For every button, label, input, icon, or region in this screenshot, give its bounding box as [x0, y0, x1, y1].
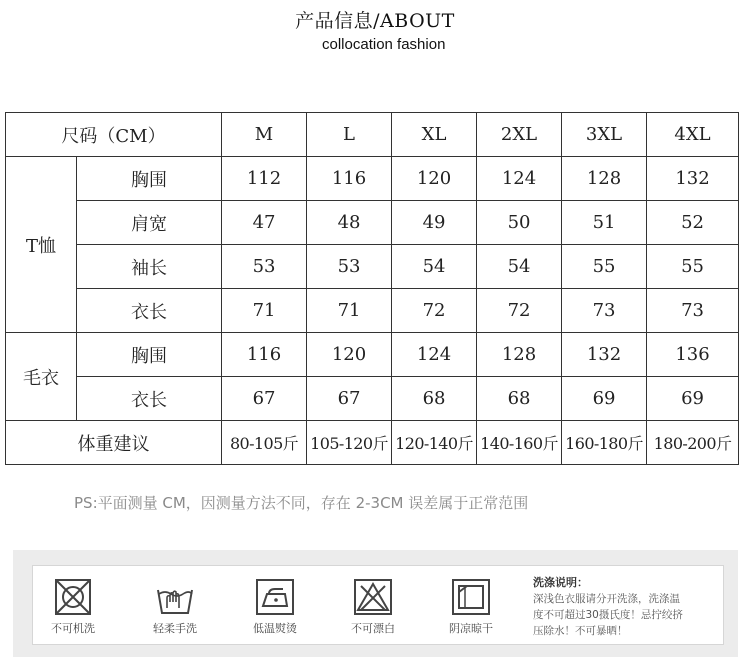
table-cell: 112 [222, 157, 307, 201]
table-cell: 68 [392, 377, 477, 421]
weight-cell: 80-105斤 [222, 421, 307, 465]
table-cell: 128 [562, 157, 647, 201]
table-cell: 53 [307, 245, 392, 289]
table-row [6, 377, 739, 421]
size-label: 2XL [477, 113, 562, 157]
table-row [6, 333, 739, 377]
table-cell: 69 [647, 377, 739, 421]
hand-wash-icon [155, 578, 195, 616]
weight-cell: 160-180斤 [562, 421, 647, 465]
care-instructions [533, 575, 719, 639]
no-bleach-icon [353, 578, 393, 616]
size-label: 4XL [647, 113, 739, 157]
table-cell: 67 [222, 377, 307, 421]
weight-row [6, 421, 739, 465]
low-iron-icon [255, 578, 295, 616]
size-table [5, 112, 739, 465]
care-item [335, 578, 411, 636]
size-label: M [222, 113, 307, 157]
table-cell: 49 [392, 201, 477, 245]
weight-cell: 140-160斤 [477, 421, 562, 465]
measure-label: 胸围 [77, 157, 222, 201]
size-label: 3XL [562, 113, 647, 157]
weight-cell: 105-120斤 [307, 421, 392, 465]
table-cell: 72 [392, 289, 477, 333]
care-instructions-line: 度不可超过30摄氏度！忌拧绞挤 [533, 609, 683, 621]
measure-label: 衣长 [77, 289, 222, 333]
table-cell: 73 [647, 289, 739, 333]
table-cell: 132 [647, 157, 739, 201]
table-cell: 116 [307, 157, 392, 201]
page-title: 产品信息/ABOUT [295, 10, 455, 32]
table-cell: 120 [392, 157, 477, 201]
table-cell: 124 [392, 333, 477, 377]
measure-label: 袖长 [77, 245, 222, 289]
measure-label: 胸围 [77, 333, 222, 377]
shade-dry-icon [451, 578, 491, 616]
table-cell: 124 [477, 157, 562, 201]
table-cell: 72 [477, 289, 562, 333]
table-cell: 69 [562, 377, 647, 421]
weight-label: 体重建议 [6, 421, 222, 465]
no-machine-wash-icon [53, 578, 93, 616]
table-cell: 73 [562, 289, 647, 333]
care-label: 不可漂白 [351, 622, 395, 635]
measurement-note: PS:平面测量 CM，因测量方法不同，存在 2-3CM 误差属于正常范围 [74, 494, 529, 512]
sweater-category: 毛衣 [6, 333, 77, 421]
size-header-label: 尺码（CM） [6, 113, 222, 157]
table-cell: 54 [477, 245, 562, 289]
weight-cell: 180-200斤 [647, 421, 739, 465]
care-instructions-title: 洗涤说明： [533, 576, 588, 589]
table-row [6, 157, 739, 201]
care-label: 低温熨烫 [253, 622, 297, 635]
page-subtitle: collocation fashion [322, 36, 446, 53]
table-cell: 48 [307, 201, 392, 245]
care-item [237, 578, 313, 636]
size-label: L [307, 113, 392, 157]
table-cell: 53 [222, 245, 307, 289]
table-row [6, 201, 739, 245]
care-label: 阴凉晾干 [449, 622, 493, 635]
care-instructions-line: 压除水！不可暴晒！ [533, 625, 628, 637]
table-cell: 67 [307, 377, 392, 421]
care-label: 不可机洗 [51, 622, 95, 635]
table-row [6, 245, 739, 289]
measure-label: 衣长 [77, 377, 222, 421]
table-cell: 68 [477, 377, 562, 421]
table-cell: 120 [307, 333, 392, 377]
table-cell: 128 [477, 333, 562, 377]
table-cell: 55 [647, 245, 739, 289]
table-cell: 116 [222, 333, 307, 377]
care-item [137, 578, 213, 636]
table-cell: 71 [307, 289, 392, 333]
table-cell: 50 [477, 201, 562, 245]
tshirt-category: T恤 [6, 157, 77, 333]
weight-cell: 120-140斤 [392, 421, 477, 465]
table-cell: 132 [562, 333, 647, 377]
care-panel [32, 565, 724, 645]
size-label: XL [392, 113, 477, 157]
care-label: 轻柔手洗 [153, 622, 197, 635]
table-row [6, 289, 739, 333]
table-cell: 136 [647, 333, 739, 377]
care-item [35, 578, 111, 636]
care-item [433, 578, 509, 636]
size-header-row [6, 113, 739, 157]
table-cell: 51 [562, 201, 647, 245]
table-cell: 47 [222, 201, 307, 245]
measure-label: 肩宽 [77, 201, 222, 245]
care-instructions-line: 深浅色衣服请分开洗涤，洗涤温 [533, 593, 680, 605]
table-cell: 52 [647, 201, 739, 245]
table-cell: 71 [222, 289, 307, 333]
table-cell: 54 [392, 245, 477, 289]
table-cell: 55 [562, 245, 647, 289]
